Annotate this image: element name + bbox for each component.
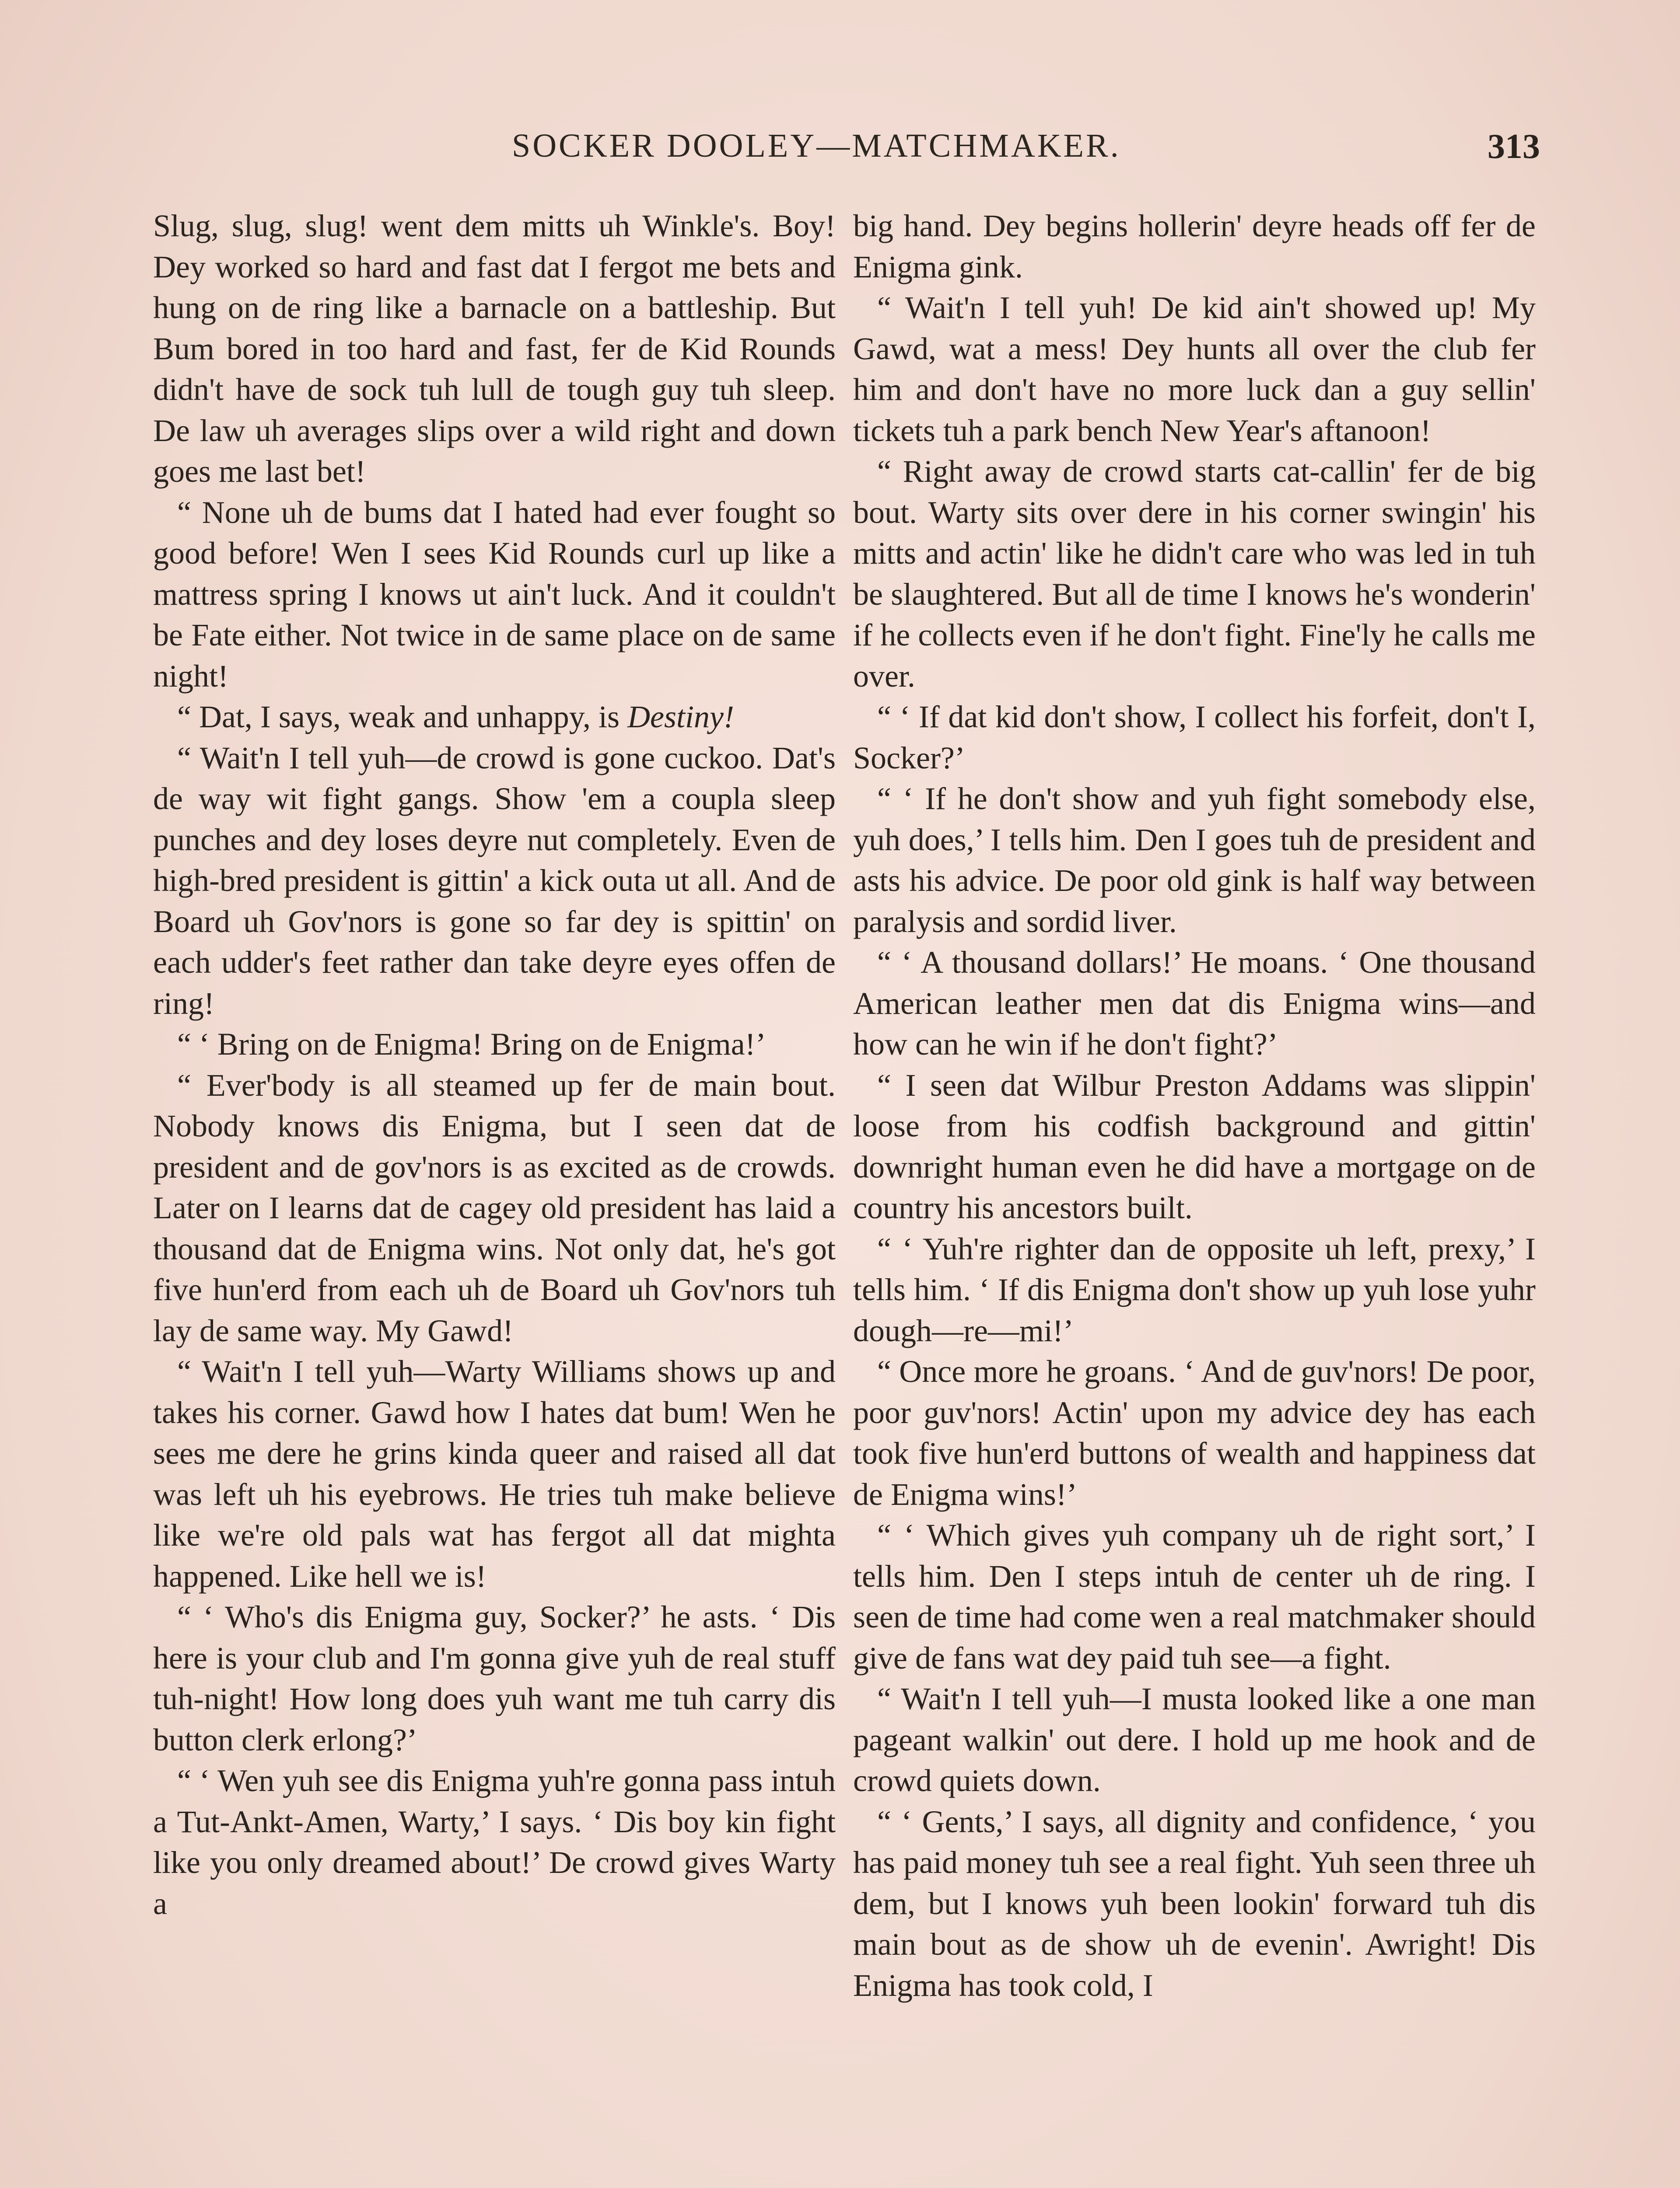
paragraph: “ I seen dat Wilbur Preston Addams was slippin' loose from his codfish background and gittin' downright human even he did have a mortgage on de country his ancestors built. — [853, 1067, 1536, 1225]
paragraph: “ Right away de crowd starts cat-callin' fer de big bout. Warty sits over dere in his corner swingin' his mitts and actin' like he didn't care who was led in tuh be slaughtered. But all de time I knows he's wonderin' if he collects even if he don't fight. Fine'ly he calls me over. — [853, 454, 1536, 694]
paragraph: “ Once more he groans. ‘ And de guv'nors! De poor, poor guv'nors! Actin' upon my advice dey has each took five hun'erd buttons of wealth and happiness dat de Enigma wins!’ — [853, 1354, 1536, 1512]
paragraph: “ Dat, I says, weak and unhappy, is Destiny! — [177, 699, 734, 734]
paragraph: “ ‘ Bring on de Enigma! Bring on de Enigma!’ — [177, 1027, 766, 1062]
right-column — [853, 206, 1536, 2188]
paragraph: “ ‘ Which gives yuh company uh de right sort,’ I tells him. Den I steps intuh de center uh de ring. I seen de time had come wen a real matchmaker should give de fans wat dey paid tuh see—a fight. — [853, 1518, 1536, 1676]
paragraph: “ None uh de bums dat I hated had ever fought so good before! Wen I sees Kid Rounds curl up like a mattress spring I knows ut ain't luck. And it couldn't be Fate either. Not twice in de same place on de same night! — [153, 494, 836, 694]
paragraph: “ Ever'body is all steamed up fer de main bout. Nobody knows dis Enigma, but I seen dat de president and de gov'nors is as excited as de crowds. Later on I learns dat de cagey old president has laid a thousand dat de Enigma wins. Not only dat, he's got five hun'erd from each uh de Board uh Gov'nors tuh lay de same way. My Gawd! — [153, 1067, 836, 1348]
paragraph: “ ‘ Who's dis Enigma guy, Socker?’ he asts. ‘ Dis here is your club and I'm gonna give yuh de real stuff tuh-night! How long does yuh want me tuh carry dis button clerk erlong?’ — [153, 1599, 836, 1757]
paragraph: “ ‘ Wen yuh see dis Enigma yuh're gonna pass intuh a Tut-Ankt-Amen, Warty,’ I says. ‘ Dis boy kin fight like you only dreamed about!’ De crowd gives Warty a — [153, 1763, 836, 1921]
paragraph: “ ‘ Gents,’ I says, all dignity and confidence, ‘ you has paid money tuh see a real fight. Yuh seen three uh dem, but I knows yuh been lookin' forward tuh dis main bout as de show uh de evenin'. Awright! Dis Enigma has took cold, I — [853, 1804, 1536, 2003]
paragraph: “ ‘ If dat kid don't show, I collect his forfeit, don't I, Socker?’ — [853, 699, 1536, 775]
paragraph: Slug, slug, slug! went dem mitts uh Winkle's. Boy! Dey worked so hard and fast dat I fergot me bets and hung on de ring like a barnacle on a battleship. But Bum bored in too hard and fast, fer de Kid Rounds didn't have de sock tuh lull de tough guy tuh sleep. De law uh averages slips over a wild right and down goes me last bet! — [153, 208, 836, 489]
paragraph: “ Wait'n I tell yuh—de crowd is gone cuckoo. Dat's de way wit fight gangs. Show 'em a coupla sleep punches and dey loses deyre nut completely. Even de high-bred president is gittin' a kick outa ut all. And de Board uh Gov'nors is gone so far dey is spittin' on each udder's feet rather dan take deyre eyes offen de ring! — [153, 740, 836, 1021]
paragraph: “ ‘ If he don't show and yuh fight somebody else, yuh does,’ I tells him. Den I goes tuh de president and asts his advice. De poor old gink is half way between paralysis and sordid liver. — [853, 781, 1536, 939]
paragraph: “ ‘ Yuh're righter dan de opposite uh left, prexy,’ I tells him. ‘ If dis Enigma don't show up yuh lose yuhr dough—re—mi!’ — [853, 1231, 1536, 1348]
paragraph: “ Wait'n I tell yuh—I musta looked like a one man pageant walkin' out dere. I hold up me hook and de crowd quiets down. — [853, 1681, 1536, 1798]
running-header — [149, 127, 1540, 175]
paragraph: “ Wait'n I tell yuh—Warty Williams shows up and takes his corner. Gawd how I hates dat bum! Wen he sees me dere he grins kinda queer and raised all dat was left uh his eyebrows. He tries tuh make believe like we're old pals wat has fergot all dat mighta happened. Like hell we is! — [153, 1354, 836, 1594]
left-column — [153, 206, 836, 2188]
paragraph: “ ‘ A thousand dollars!’ He moans. ‘ One thousand American leather men dat dis Enigma wins—and how can he win if he don't fight?’ — [853, 945, 1536, 1062]
paragraph: “ Wait'n I tell yuh! De kid ain't showed up! My Gawd, wat a mess! Dey hunts all over the club fer him and don't have no more luck dan a guy sellin' tickets tuh a park bench New Year's aftanoon! — [853, 290, 1536, 448]
chapter-title: SOCKER DOOLEY—MATCHMAKER. — [512, 127, 1121, 164]
paragraph: big hand. Dey begins hollerin' deyre heads off fer de Enigma gink. — [853, 208, 1536, 284]
emphasis-text: Destiny! — [627, 699, 734, 734]
page-number: 313 — [1488, 127, 1540, 166]
